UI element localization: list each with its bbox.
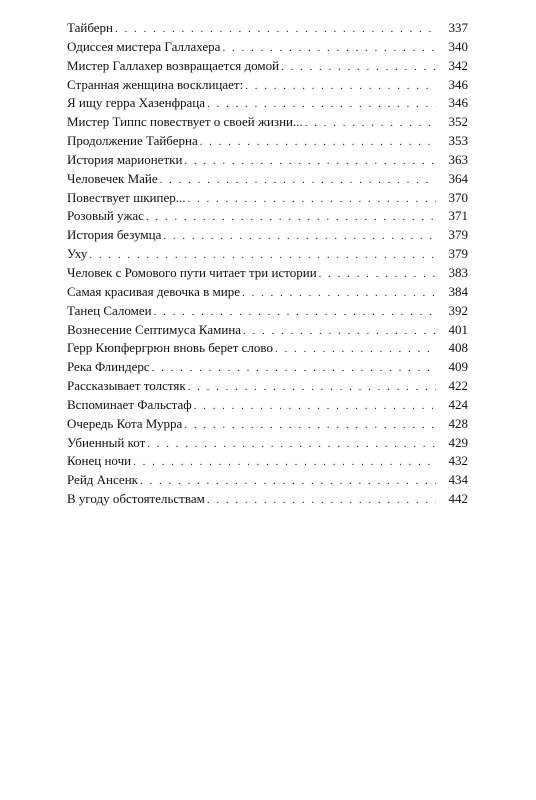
toc-entry-page-number: 429 [448, 434, 468, 450]
toc-entry [67, 227, 468, 246]
toc-entry-page-number: 408 [448, 340, 468, 356]
toc-entry-title: Мистер Типпс повествует о своей жизни... [67, 114, 303, 130]
toc-entry-title: Одиссея мистера Галлахера [67, 38, 221, 54]
dot-leader [154, 306, 436, 318]
toc-entry-title: Человечек Майе [67, 170, 158, 186]
toc-entry-page-number: 422 [448, 378, 468, 394]
toc-entry-title: История безумца [67, 227, 162, 243]
toc-entry [67, 39, 468, 58]
toc-entry [67, 397, 468, 416]
toc-entry-title: Река Флиндерс [67, 359, 150, 375]
table-of-contents [67, 20, 468, 510]
toc-entry-title: Уху [67, 246, 88, 262]
toc-entry-page-number: 364 [448, 170, 468, 186]
toc-entry [67, 20, 468, 39]
toc-entry-title: Герр Кюпфергрюн вновь берет слово [67, 340, 273, 356]
toc-entry [67, 472, 468, 491]
toc-entry-title: Рассказывает толстяк [67, 378, 186, 394]
toc-entry-page-number: 383 [448, 264, 468, 280]
toc-entry-page-number: 401 [448, 321, 468, 337]
dot-leader [184, 419, 436, 431]
dot-leader [275, 343, 436, 355]
toc-entry [67, 340, 468, 359]
toc-entry-title: Розовый ужас [67, 208, 144, 224]
toc-entry-title: Очередь Кота Мурра [67, 415, 183, 431]
toc-entry [67, 133, 468, 152]
toc-entry [67, 190, 468, 209]
dot-leader [281, 61, 436, 73]
dot-leader [160, 174, 436, 186]
toc-entry-title: Убиенный кот [67, 434, 146, 450]
toc-entry-title: В угоду обстоятельствам [67, 491, 205, 507]
dot-leader [194, 400, 436, 412]
dot-leader [305, 117, 436, 129]
toc-entry-page-number: 442 [448, 491, 468, 507]
toc-entry [67, 491, 468, 510]
toc-entry-title: Продолжение Тайберна [67, 133, 198, 149]
toc-entry [67, 95, 468, 114]
toc-entry [67, 378, 468, 397]
dot-leader [184, 155, 436, 167]
toc-entry-page-number: 342 [448, 57, 468, 73]
toc-entry-page-number: 432 [448, 453, 468, 469]
toc-entry-page-number: 363 [448, 151, 468, 167]
dot-leader [187, 193, 436, 205]
toc-entry [67, 359, 468, 378]
toc-entry [67, 303, 468, 322]
toc-entry [67, 171, 468, 190]
dot-leader [133, 456, 436, 468]
dot-leader [200, 136, 436, 148]
toc-entry-page-number: 379 [448, 246, 468, 262]
toc-entry-page-number: 352 [448, 114, 468, 130]
dot-leader [140, 475, 436, 487]
toc-entry-page-number: 353 [448, 133, 468, 149]
toc-entry-title: Танец Саломеи [67, 302, 152, 318]
toc-entry-page-number: 379 [448, 227, 468, 243]
toc-entry-page-number: 392 [448, 302, 468, 318]
toc-entry-page-number: 409 [448, 359, 468, 375]
dot-leader [319, 268, 436, 280]
toc-entry-page-number: 346 [448, 95, 468, 111]
toc-entry-title: Странная женщина восклицает: [67, 76, 244, 92]
toc-entry-title: Повествует шкипер... [67, 189, 186, 205]
toc-entry-page-number: 337 [448, 20, 468, 35]
toc-entry-page-number: 340 [448, 38, 468, 54]
dot-leader [89, 249, 436, 261]
toc-entry-page-number: 424 [448, 396, 468, 412]
toc-entry [67, 77, 468, 96]
dot-leader [242, 287, 436, 299]
toc-entry-page-number: 370 [448, 189, 468, 205]
toc-entry [67, 58, 468, 77]
toc-entry-page-number: 434 [448, 472, 468, 488]
toc-entry [67, 322, 468, 341]
toc-entry [67, 453, 468, 472]
toc-entry-title: Самая красивая девочка в мире [67, 283, 240, 299]
toc-entry [67, 208, 468, 227]
toc-entry-title: Мистер Галлахер возвращается домой [67, 57, 280, 73]
toc-entry-title: Я ищу герра Хазенфраца [67, 95, 206, 111]
toc-entry [67, 152, 468, 171]
toc-entry-title: Вознесение Септимуса Камина [67, 321, 242, 337]
toc-entry-title: История марионетки [67, 151, 183, 167]
dot-leader [146, 211, 436, 223]
dot-leader [207, 494, 436, 506]
dot-leader [188, 381, 436, 393]
toc-entry-title: Вспоминает Фальстаф [67, 396, 192, 412]
dot-leader [115, 23, 436, 35]
toc-entry-title: Тайберн [67, 20, 114, 35]
toc-entry-title: Конец ночи [67, 453, 132, 469]
dot-leader [222, 42, 436, 54]
toc-entry [67, 114, 468, 133]
toc-entry-page-number: 428 [448, 415, 468, 431]
toc-entry-title: Человек с Ромового пути читает три истории [67, 264, 317, 280]
toc-entry [67, 246, 468, 265]
toc-entry [67, 284, 468, 303]
dot-leader [147, 438, 436, 450]
toc-entry [67, 265, 468, 284]
dot-leader [163, 230, 436, 242]
toc-entry-page-number: 371 [448, 208, 468, 224]
dot-leader [243, 325, 436, 337]
toc-entry-page-number: 384 [448, 283, 468, 299]
dot-leader [152, 362, 436, 374]
dot-leader [207, 98, 436, 110]
toc-entry-page-number: 346 [448, 76, 468, 92]
toc-entry [67, 416, 468, 435]
toc-entry [67, 435, 468, 454]
toc-entry-title: Рейд Ансенк [67, 472, 138, 488]
dot-leader [245, 80, 436, 92]
